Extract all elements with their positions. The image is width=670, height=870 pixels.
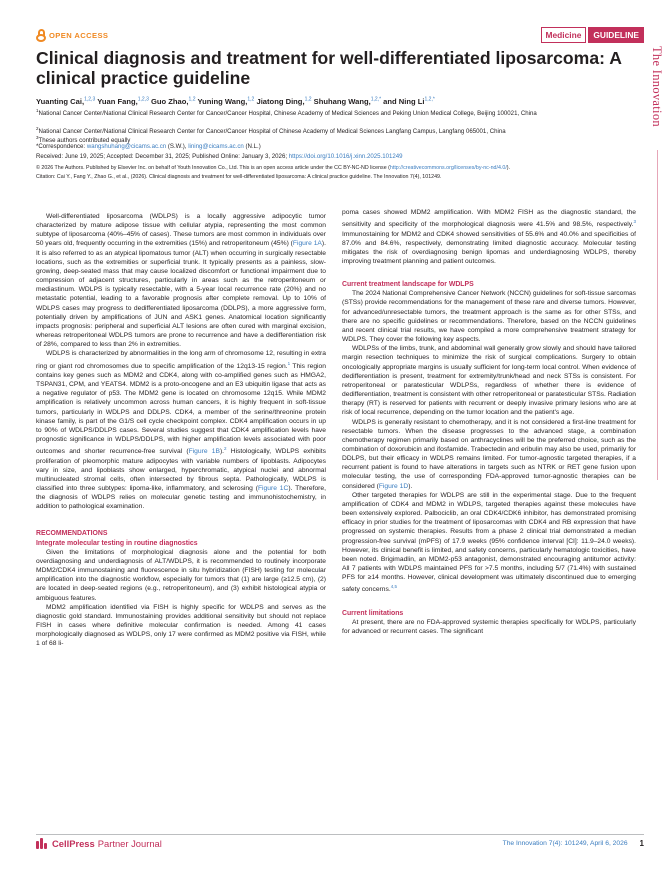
author[interactable]: Jiatong Ding,$^{1,2}$ — [256, 96, 312, 106]
author[interactable]: Guo Zhao,$^{1,2}$ — [150, 96, 196, 106]
author[interactable]: Yuning Wang,$^{1,2}$ — [197, 96, 255, 106]
paragraph: At present, there are no FDA-approved systemic therapies specifically for WDLPS, particularly for advanced or recurrent cases. The significant — [342, 618, 636, 636]
cellpress-logo[interactable] — [36, 838, 162, 849]
footer-rule — [36, 834, 644, 835]
paragraph: Well-differentiated liposarcoma (WDLPS) is a locally aggressive adipocytic tumor characterized by mature adipose tissue with cellular atypia, representing the most common subtype of liposarcoma (40%–45% of cases). These tumors are most common in individuals over 50 years old, frequently occurring in the extremities (15%) and retroperitoneum (45%) (Figure 1A). It is also referred to as an atypical lipomatous tumor (ALT) when occurring in surgically resectable locations, such as the extremities or superficial trunk. It typically presents as a painless, slow-growing, deep-seated mass that may cause localized discomfort or functional impairment due to compression of adjacent structures, particularly in areas such as the retroperitoneum or mediastinum. WDLPS is typically resectable, with a 5-year local recurrence rate (20%) and no metastatic potential, leading to a favorable prognosis after complete removal. Up to 10% of WDLPS cases may progress to dedifferentiated liposarcoma (DDLPS), a more aggressive form, potentially driven by amplifications of JUN and ASK1 genes. Anatomical location significantly impacts prognosis: peripheral and superficial ALT lesions are often cured with marginal excision, whereas retroperitoneal WDLPS tumors are prone to recurrence and have a dedifferentiation risk of 28%, compared to less than 2% in extremities. — [36, 213, 326, 349]
paragraph: The 2024 National Comprehensive Cancer Network (NCCN) guidelines for soft-tissue sarcomas (STSs) provide recommendations for the management of these rare and diverse tumors. However, for advanced/unresectable tumors, the treatment approach is the same as for other STSs, and there are no specific guidelines or recommendations. Therefore, based on the NCCN guidelines and recent clinical trial results, we have compiled a more comprehensive treatment strategy for WDLPS. They cover the following key aspects. — [342, 290, 636, 344]
page-footer — [36, 838, 644, 852]
cellpress-brand: CellPress — [52, 838, 95, 849]
paragraph: Other targeted therapies for WDLPS are still in the experimental stage. Due to the frequent amplification of CDK4 and MDM2 in WDLPS, targeted therapies against these molecules have been extensively explored. Palbociclib, an oral CDK4/CDK6 inhibitor, has demonstrated promising efficacy in prior studies for the treatment of liposarcomas with CDK4 and RB expression that have progressed on systemic therapies. Results from a phase 2 clinical trial demonstrated a median progression-free survival (mPFS) of 17.9 weeks (95% confidence interval [CI]: 11.9–24.0 weeks). However, its clinical benefit is limited, and safety concerns, particularly hematologic toxicities, have been noted. Brigimadlin, an MDM2-p53 antagonist, demonstrated encouraging antitumor activity: All 7 patients with WDLPS maintained PFS for >7.5 months, including 5/7 (71.4%) with sustained PFS for ≥14 months. However, clinical development was ultimately discontinued due to emerging safety concerns.$^{4,5}$ — [342, 491, 636, 594]
affiliation-2: $^2$National Cancer Center/National Clinical Research Center for Cancer/Cancer Hospital of Chinese Academy of Medical Sciences Langfang Campus, Langfang 065001, China — [36, 126, 506, 136]
article-title: Clinical diagnosis and treatment for well-differentiated liposarcoma: A clinical practice guideline — [36, 48, 622, 88]
footer-citation-group — [503, 840, 644, 848]
article-type-tag: GUIDELINE — [588, 27, 644, 43]
footer-citation: The Innovation 7(4): 101249, April 6, 2026 — [502, 840, 628, 847]
figure-ref[interactable]: Figure 1B — [188, 448, 220, 456]
section-heading: RECOMMENDATIONS — [36, 530, 108, 538]
header-bar — [36, 27, 644, 45]
author-list — [36, 94, 640, 107]
license-link[interactable]: http://creativecommons.org/licenses/by-nc-nd/4.0/ — [389, 165, 507, 171]
partner-journal-label: Partner Journal — [97, 838, 162, 849]
correspondence: *Correspondence: wangshuhang@cicams.ac.cn (S.W.), lining@cicams.ac.cn (N.L.) — [36, 143, 261, 150]
paragraph: WDLPSs of the limbs, trunk, and abdominal wall generally grow slowly and should have tailored margin resection techniques to minimize the risk of surgical complications. Surgery to obtain oncologically appropriate margins is usually sufficient for long-term local control. When evidence of dedifferentiation is present, treatment for extremity/trunk/head and neck STSs is consistent. For retroperitoneal or paratesticular WDLPSs, regardless of whether there is evidence of dedifferentiation, treatment is consistent with other retroperitoneal or paratesticular STSs. Radiation therapy (RT) is reserved for patients with recurrent or deeply invasive primary lesions who are at risk of local recurrence, depending on the tumor location and the patient's age. — [342, 345, 636, 417]
figure-ref[interactable]: Figure 1A — [292, 240, 322, 248]
author[interactable]: Yuan Fang,$^{1,2,3}$ — [97, 96, 149, 106]
affiliation-3: $^3$These authors contributed equally — [36, 135, 131, 145]
paragraph: MDM2 amplification identified via FISH is highly specific for WDLPS and serves as the diagnostic gold standard. Immunostaining provides additional sensitivity but should not replace FISH in cases where definitive molecular confirmation is needed. Among 41 cases morphologically diagnosed as WDLPS, only 17 were confirmed as MDM2 positive via FISH, while 1 of 68 li- — [36, 603, 326, 648]
journal-name-vertical: The Innovation — [650, 46, 664, 127]
left-column — [36, 212, 326, 649]
author[interactable]: and Ning $Li^{1,2,*}$ — [383, 96, 435, 106]
subject-tag[interactable]: Medicine — [541, 27, 587, 43]
citation-line: Citation: Cai Y., Fang Y., Zhao G., et al., (2026). Clinical diagnosis and treatment for well-differentiated liposarcoma: A clinical practice guideline. The Innovation 7(4), 101249. — [36, 174, 442, 180]
figure-ref[interactable]: Figure 1C — [257, 485, 289, 492]
open-access-label: OPEN ACCESS — [49, 31, 109, 40]
copyright-line: © 2026 The Authors. Published by Elsevier Inc. on behalf of Youth Innovation Co., Ltd. This is an open access article under the CC BY-NC-ND license (http://creativecommons.org/licenses/by-nc-nd/4.0/). — [36, 165, 511, 171]
vertical-rule — [657, 150, 658, 480]
author[interactable]: Shuhang Wang,$^{1,2,*}$ — [313, 96, 382, 106]
paragraph: WDLPS is characterized by abnormalities in the long arm of chromosome 12, resulting in extra ring or giant rod chromosomes due to specific amplification of the 12q13-15 region.$^1$ This region contains key genes such as MDM2 and CDK4, along with co-amplified genes such as HMGA2, TSPAN31, CPM, and YEATS4. MDM2 is a proto-oncogene and an E3 ubiquitin ligase that acts as a negative regulator of p53. The MDM2 gene is located on chromosome 12q15. While MDM2 amplification is relatively uncommon across human cancers, it is highly frequent in soft-tissue tumors, particularly in WDLPS and DDLPS. CDK4, a member of the serine/threonine protein kinase family, is part of the G1/S cell cycle checkpoint complex. CDK4 amplification occurs in up to 90% of WDLPS/DDLPS cases. Several studies suggest that CDK4 amplification levels have prognostic significance in WDLPS/DDLPS, with higher amplification levels associated with poor outcomes and shorter recurrence-free survival (Figure 1B).$^2$ Histologically, WDLPS exhibits proliferation of pleomorphic mature adipocytes with variable numbers of lipoblasts. Adipocytes vary in size, and lipoblasts show enlarged, hyperchromatic, atypical nuclei and abnormal multinucleated stromal cells, often intersected by fibrous septa. Pathologically, WDLPS is classified into three subtypes: lipoma-like, inflammatory, and sclerosing (Figure 1C). Therefore, the diagnosis of WDLPS relies on molecular genetic testing and immunohistochemistry, in addition to pathological examination. — [36, 350, 326, 511]
open-lock-icon — [36, 29, 46, 42]
dates-line: Received: June 19, 2025; Accepted: December 31, 2025; Published Online: January 3, 2026; https://doi.org/10.1016/j.xinn.2025.101249 — [36, 153, 403, 160]
page-number: 1 — [639, 839, 644, 848]
subsection-heading: Current limitations — [342, 609, 404, 617]
subsection-heading: Current treatment landscape for WDLPS — [342, 281, 474, 289]
article-tags — [541, 27, 644, 43]
doi-link[interactable]: https://doi.org/10.1016/j.xinn.2025.101249 — [288, 153, 403, 160]
cellpress-icon — [36, 838, 49, 849]
paragraph: Given the limitations of morphological diagnosis alone and the potential for both overdiagnosing and underdiagnosis of ALT/WDLPS, it is recommended to routinely incorporate MDM2/CDK4 immunostaining and fluorescence in situ hybridization (FISH) testing for molecular amplification into the diagnostic workflow, especially for tumors that (1) are large (≥12.5 cm), (2) are located in deep-seated regions (e.g., retroperitoneum), and (3) exhibit histological atypia or ambiguous features. — [36, 548, 326, 602]
paragraph: WDLPS is generally resistant to chemotherapy, and it is not considered a first-line treatment for resectable tumors. When the disease progresses to the advanced stage, a combination chemotherapy regimen primarily based on anthracyclines will be the preferred choice, such as the combination of doxorubicin and ifosfamide. Trabectedin and eribulin may also be used, primarily for DDLPS, but their efficacy in WDLPS remains limited. For tumor-agnostic targeted therapies, if a recurrent patient is found to have alterations in targets such as NTRK or RET gene fusion upon molecular testing, the use of corresponding FDA-approved tumor-agnostic therapies can be considered (Figure 1D). — [342, 418, 636, 490]
subsection-heading: Integrate molecular testing in routine diagnostics — [36, 539, 198, 547]
paragraph: poma cases showed MDM2 amplification. With MDM2 FISH as the diagnostic standard, the sensitivity and specificity of the morphological diagnosis were 41.5% and 98.5%, respectively.$^3$ Immunostaining for MDM2 and CDK4 showed sensitivities of 55.6% and 40.0% and specificities of 87.0% and 84.6%, respectively, demonstrating limited diagnostic accuracy. Molecular testing mitigates the risk of overdiagnosing benign lipomas and underdiagnosing WDLPS, thereby improving treatment planning and patient outcomes. — [342, 209, 636, 266]
author[interactable]: Yuanting Cai,$^{1,2,3}$ — [36, 96, 96, 106]
open-access-badge — [36, 29, 108, 42]
affiliation-1: $^1$National Cancer Center/National Clinical Research Center for Cancer/Cancer Hospital, Chinese Academy of Medical Sciences and Peking Union Medical College, Beijing 100021, China — [36, 108, 537, 118]
figure-ref[interactable]: Figure 1D — [378, 482, 409, 490]
right-column — [342, 208, 636, 636]
email-link[interactable]: lining@cicams.ac.cn — [188, 143, 244, 150]
email-link[interactable]: wangshuhang@cicams.ac.cn — [86, 143, 167, 150]
